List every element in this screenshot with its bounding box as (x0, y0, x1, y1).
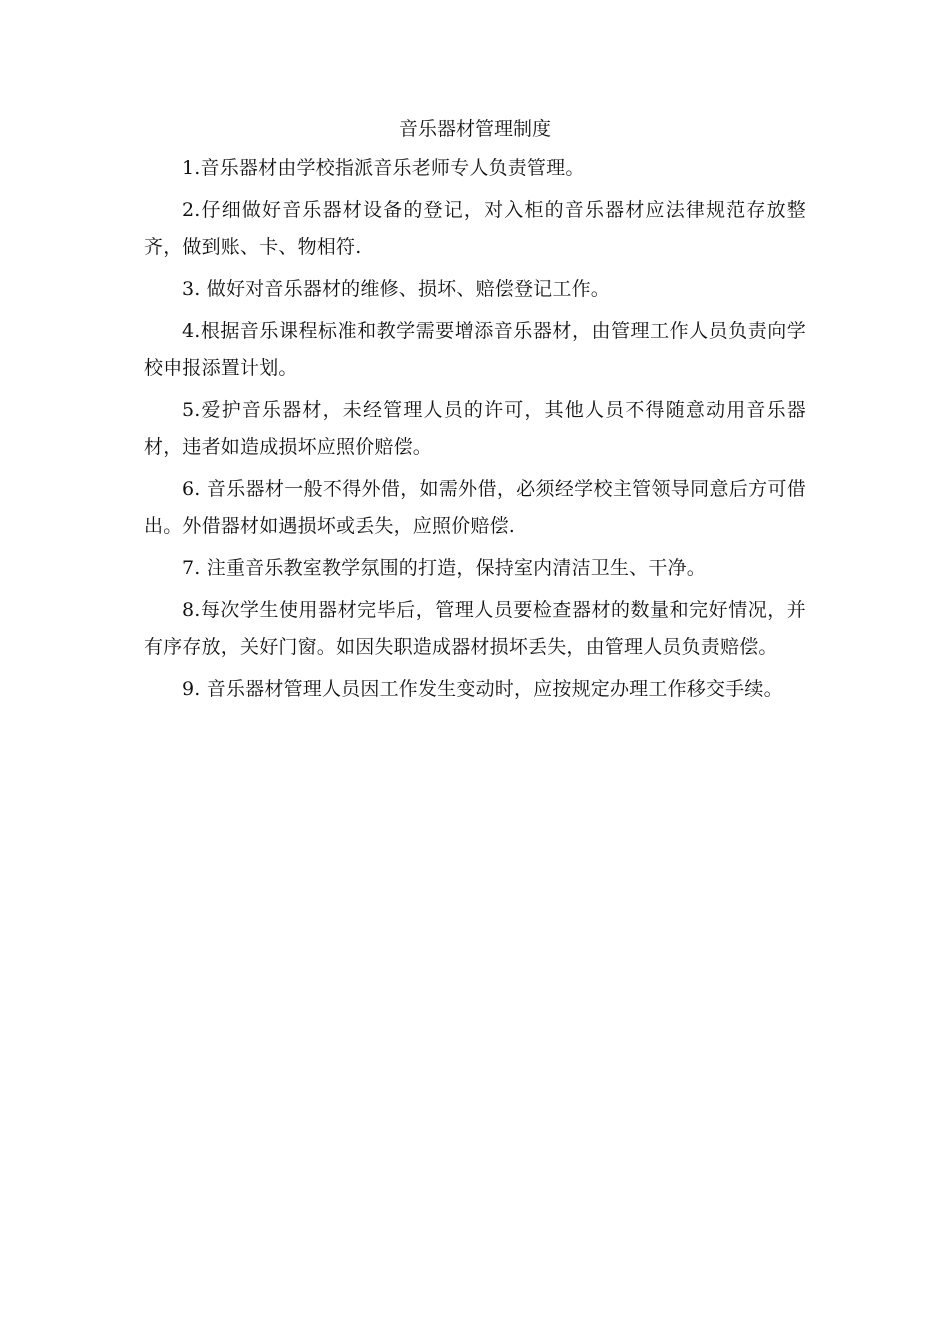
rule-paragraph-7: 7. 注重音乐教室教学氛围的打造，保持室内清洁卫生、干净。 (182, 557, 706, 579)
rule-paragraph-5: 5.爱护音乐器材，未经管理人员的许可，其他人员不得随意动用音乐器材，违者如造成损坏应照价赔偿。 (144, 399, 806, 458)
rule-paragraph-1: 1.音乐器材由学校指派音乐老师专人负责管理。 (182, 157, 585, 179)
rule-paragraph-6: 6. 音乐器材一般不得外借，如需外借，必须经学校主管领导同意后方可借出。外借器材如遇损坏或丢失，应照价赔偿. (144, 478, 806, 537)
rule-paragraph-2: 2.仔细做好音乐器材设备的登记，对入柜的音乐器材应法律规范存放整齐，做到账、卡、物相符. (144, 199, 806, 258)
rule-paragraph-9: 9. 音乐器材管理人员因工作发生变动时，应按规定办理工作移交手续。 (182, 678, 783, 700)
rule-paragraph-4: 4.根据音乐课程标准和教学需要增添音乐器材，由管理工作人员负责向学校申报添置计划。 (144, 320, 806, 379)
document-body (144, 112, 806, 713)
rule-paragraph-8: 8.每次学生使用器材完毕后，管理人员要检查器材的数量和完好情况，并有序存放，关好门窗。如因失职造成器材损坏丢失，由管理人员负责赔偿。 (144, 599, 806, 658)
document-title: 音乐器材管理制度 (398, 118, 551, 140)
rule-paragraph-3: 3. 做好对音乐器材的维修、损坏、赔偿登记工作。 (182, 278, 610, 300)
